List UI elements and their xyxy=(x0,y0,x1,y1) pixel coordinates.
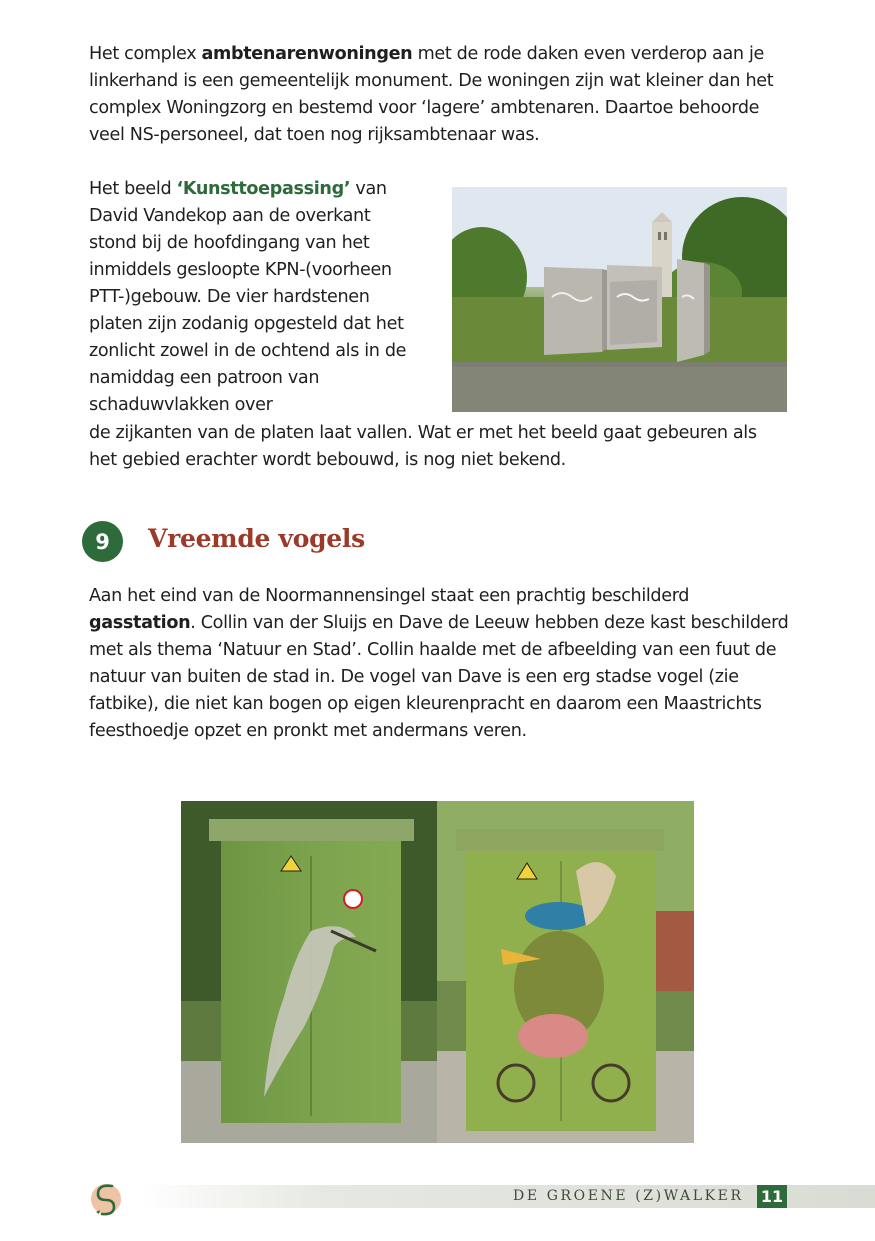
section-heading: Vreemde vogels xyxy=(148,524,365,553)
painted-cabinets-illustration xyxy=(181,801,694,1143)
page-number: 11 xyxy=(757,1185,787,1208)
paragraph-gasstation: Aan het eind van de Noormannensingel staat een prachtig beschilderd gasstation. Collin van der Sluijs en Dave de Leeuw hebben deze kast beschilderd met als thema ‘Natuur en Stad’. Collin haalde met de afbeelding van een fuut de natuur van buiten de stad in. De vogel van Dave is een erg stadse vogel (zie fatbike), die niet kan bogen op eigen kleurenpracht en daarom een Maastrichts feesthoedje opzet en pronkt met andermans veren. xyxy=(89,586,789,741)
swirl-logo-icon xyxy=(88,1178,126,1220)
sculpture-photo xyxy=(452,187,787,412)
keyword-gasstation: gasstation xyxy=(89,613,191,633)
keyword-kunsttoepassing: ‘Kunsttoepassing’ xyxy=(176,179,351,199)
paragraph-kunsttoepassing-continued: de zijkanten van de platen laat vallen. Wat er met het beeld gaat gebeuren als het gebied erachter wordt bebouwd, is nog niet bekend. xyxy=(89,423,757,470)
painted-cabinets-photo xyxy=(181,801,694,1143)
section-number-badge: 9 xyxy=(82,521,123,562)
footer-title: DE GROENE (Z)WALKER xyxy=(513,1188,744,1204)
paragraph-ambtenarenwoningen: Het complex ambtenarenwoningen met de rode daken even verderop aan je linkerhand is een gemeentelijk monument. De woningen zijn wat kleiner dan het complex Woningzorg en bestemd voor ‘lagere’ ambtenaren. Daartoe behoorde veel NS-personeel, dat toen nog rijksambtenaar was. xyxy=(89,44,774,145)
paragraph-kunsttoepassing: Het beeld ‘Kunsttoepassing’ van David Vandekop aan de overkant stond bij de hoofdingang van het inmiddels gesloopte KPN-(voorheen PTT-)gebouw. De vier hardstenen platen zijn zodanig opgesteld dat het zonlicht zowel in de ochtend als in de namiddag een patroon van schaduwvlakken over xyxy=(89,179,407,415)
keyword-ambtenarenwoningen: ambtenarenwoningen xyxy=(201,44,413,64)
sculpture-illustration xyxy=(452,187,787,412)
